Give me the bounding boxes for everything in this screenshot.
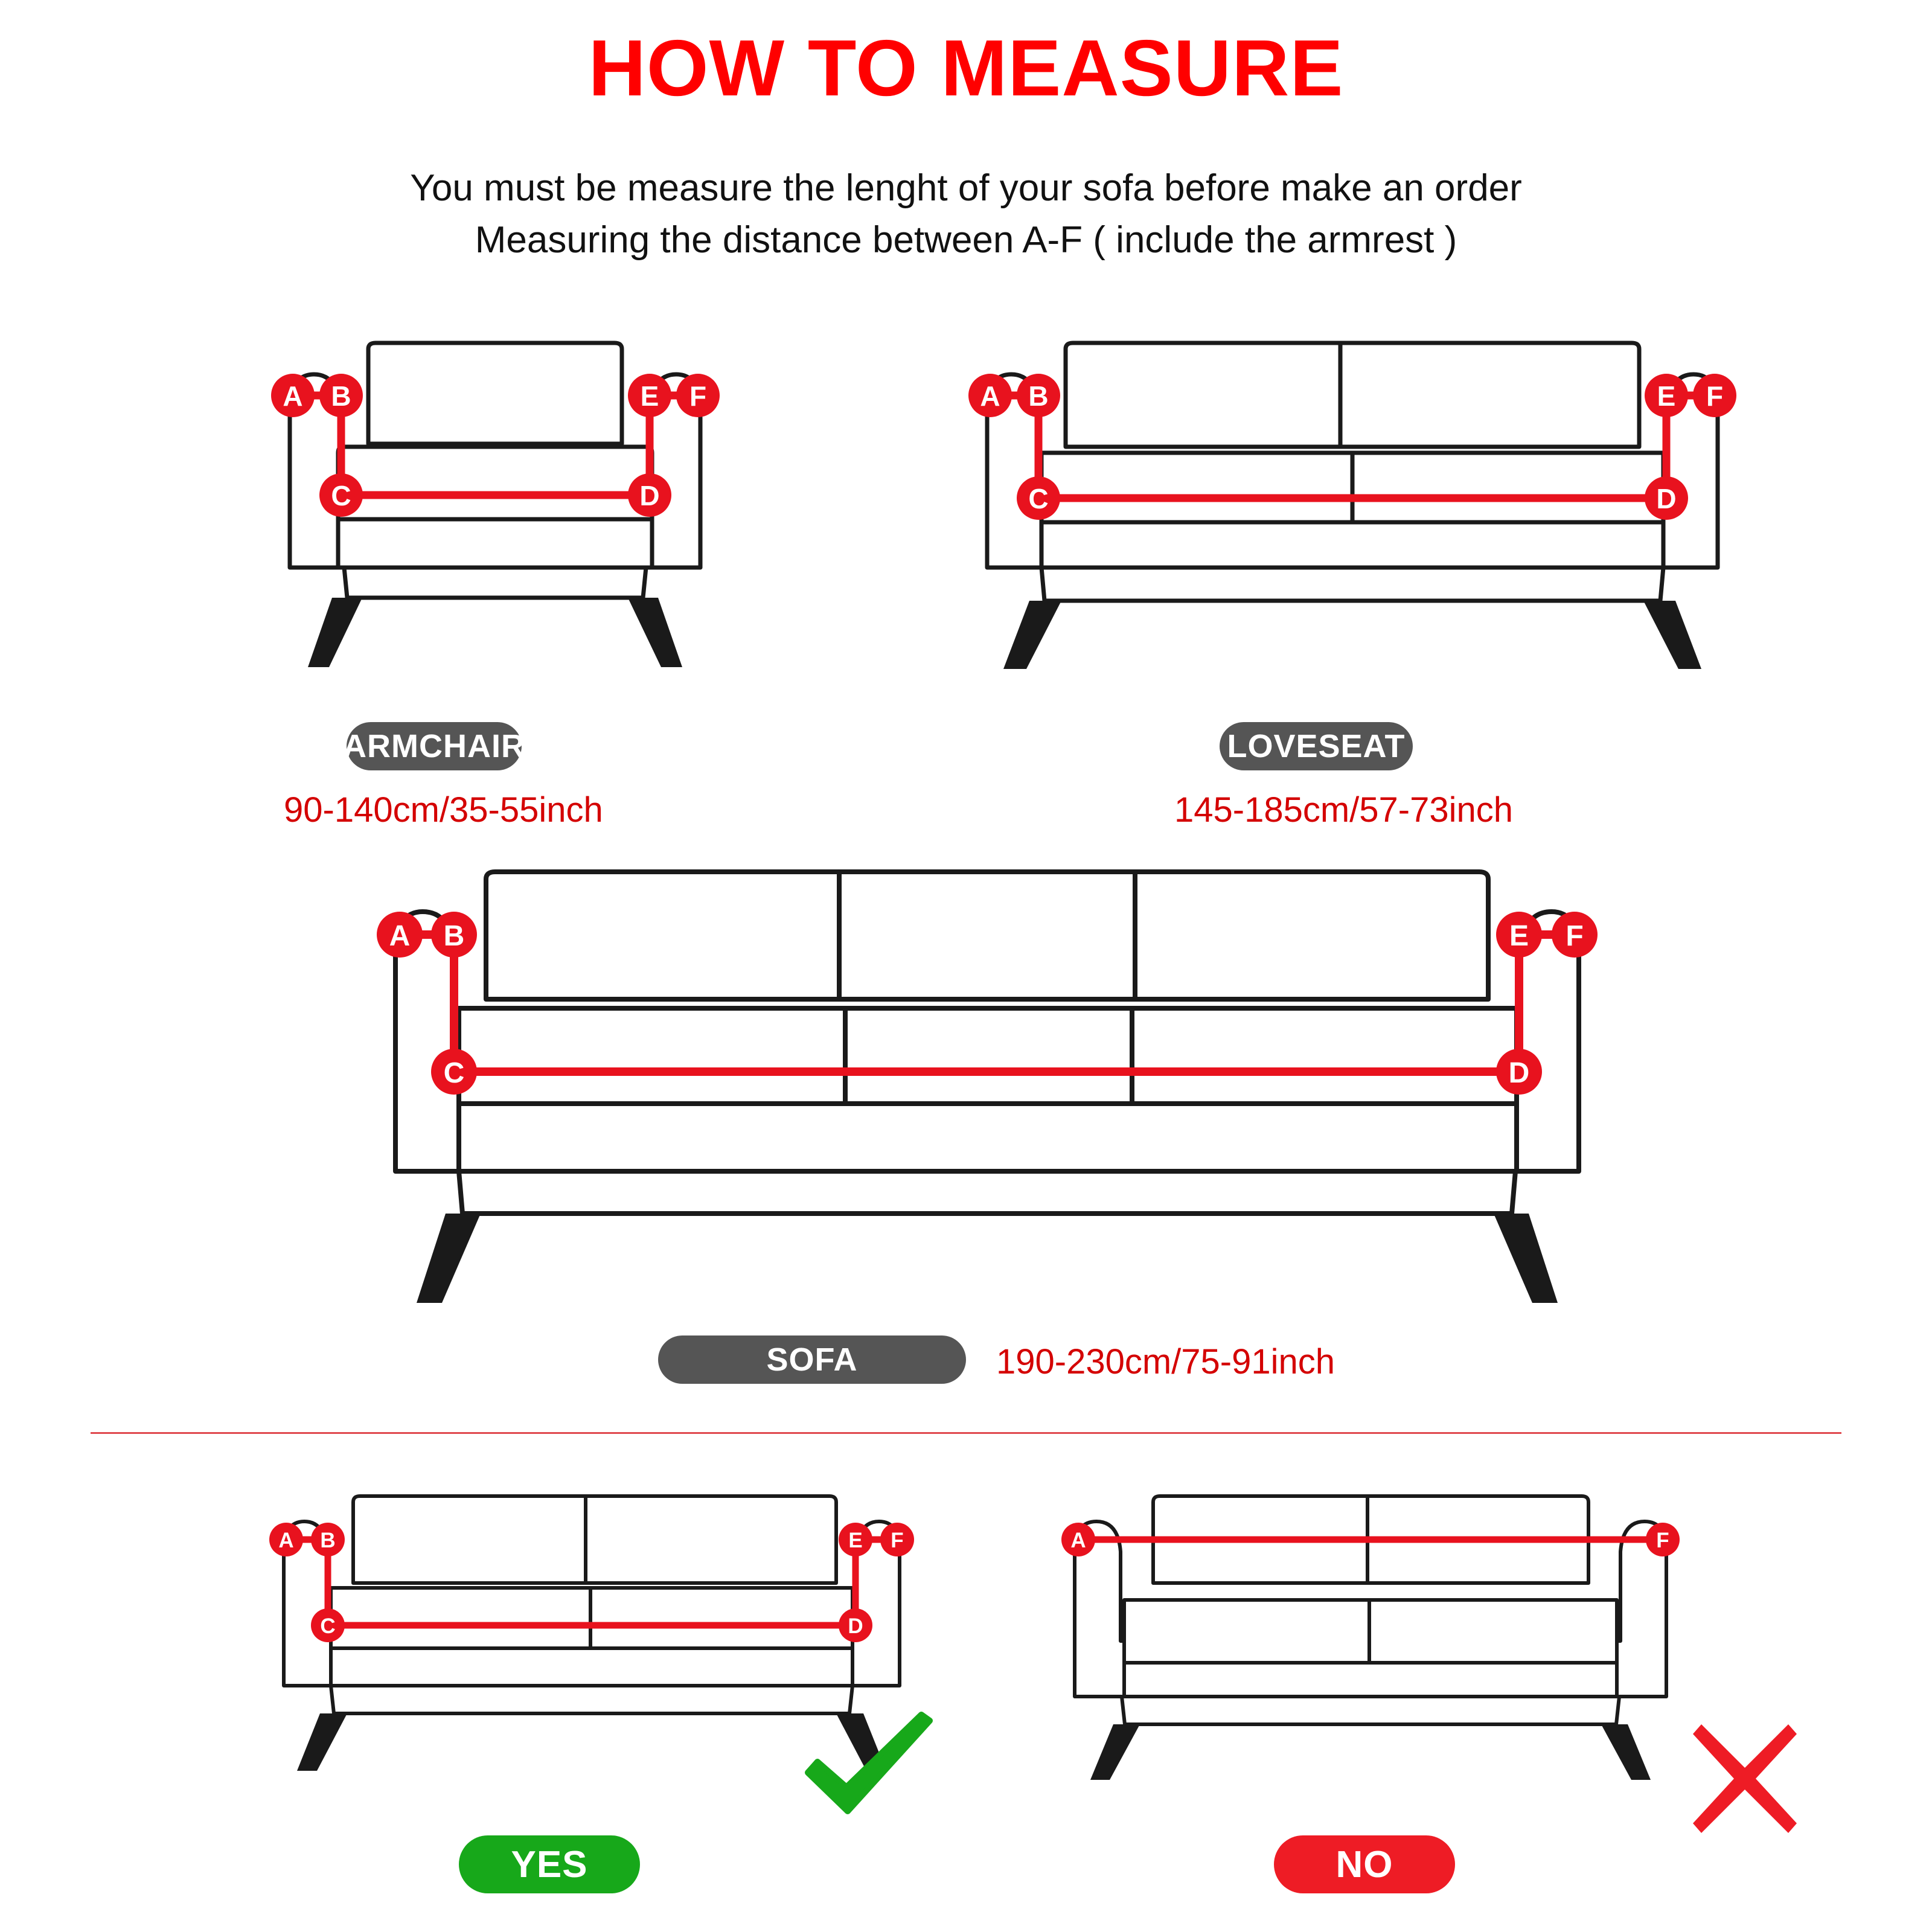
check-icon [797, 1715, 942, 1829]
dimension-armchair: 90-140cm/35-55inch [284, 790, 603, 830]
svg-text:E: E [1509, 920, 1529, 952]
svg-text:B: B [320, 1529, 336, 1552]
svg-text:F: F [891, 1529, 904, 1552]
svg-text:D: D [1656, 483, 1677, 514]
svg-text:E: E [640, 380, 659, 412]
armchair-illustration [266, 338, 724, 676]
svg-text:F: F [1656, 1529, 1669, 1552]
sofa-illustration [362, 863, 1612, 1322]
label-armchair: ARMCHAIR [347, 722, 522, 770]
no-example-illustration [1038, 1491, 1703, 1781]
svg-text:C: C [331, 480, 351, 511]
label-sofa: SOFA [658, 1335, 966, 1384]
dimension-loveseat: 145-185cm/57-73inch [1174, 790, 1514, 830]
subtitle-line-1: You must be measure the lenght of your sofa before make an order [410, 167, 1522, 209]
svg-text:E: E [1657, 380, 1676, 412]
svg-text:D: D [848, 1614, 863, 1638]
loveseat-illustration [960, 338, 1745, 676]
svg-text:A: A [283, 380, 303, 412]
dimension-sofa: 190-230cm/75-91inch [996, 1342, 1335, 1381]
svg-text:B: B [1028, 380, 1049, 412]
svg-text:C: C [443, 1057, 465, 1089]
svg-text:D: D [1508, 1057, 1530, 1089]
subtitle-line-2: Measuring the distance between A-F ( include the armrest ) [475, 219, 1457, 261]
svg-text:A: A [980, 380, 1000, 412]
label-no: NO [1274, 1835, 1455, 1893]
svg-text:E: E [848, 1529, 863, 1552]
page-title: HOW TO MEASURE [588, 24, 1344, 112]
svg-text:F: F [1566, 920, 1584, 952]
label-loveseat: LOVESEAT [1220, 722, 1413, 770]
section-divider [91, 1432, 1841, 1434]
svg-text:A: A [389, 920, 411, 952]
svg-text:B: B [331, 380, 351, 412]
svg-text:C: C [1028, 483, 1049, 514]
svg-text:A: A [278, 1529, 294, 1552]
cross-icon [1690, 1721, 1799, 1835]
svg-text:F: F [689, 380, 707, 412]
svg-text:B: B [443, 920, 465, 952]
svg-text:D: D [639, 480, 660, 511]
svg-text:C: C [320, 1614, 336, 1638]
svg-text:A: A [1070, 1529, 1086, 1552]
svg-text:F: F [1706, 380, 1724, 412]
label-yes: YES [459, 1835, 640, 1893]
